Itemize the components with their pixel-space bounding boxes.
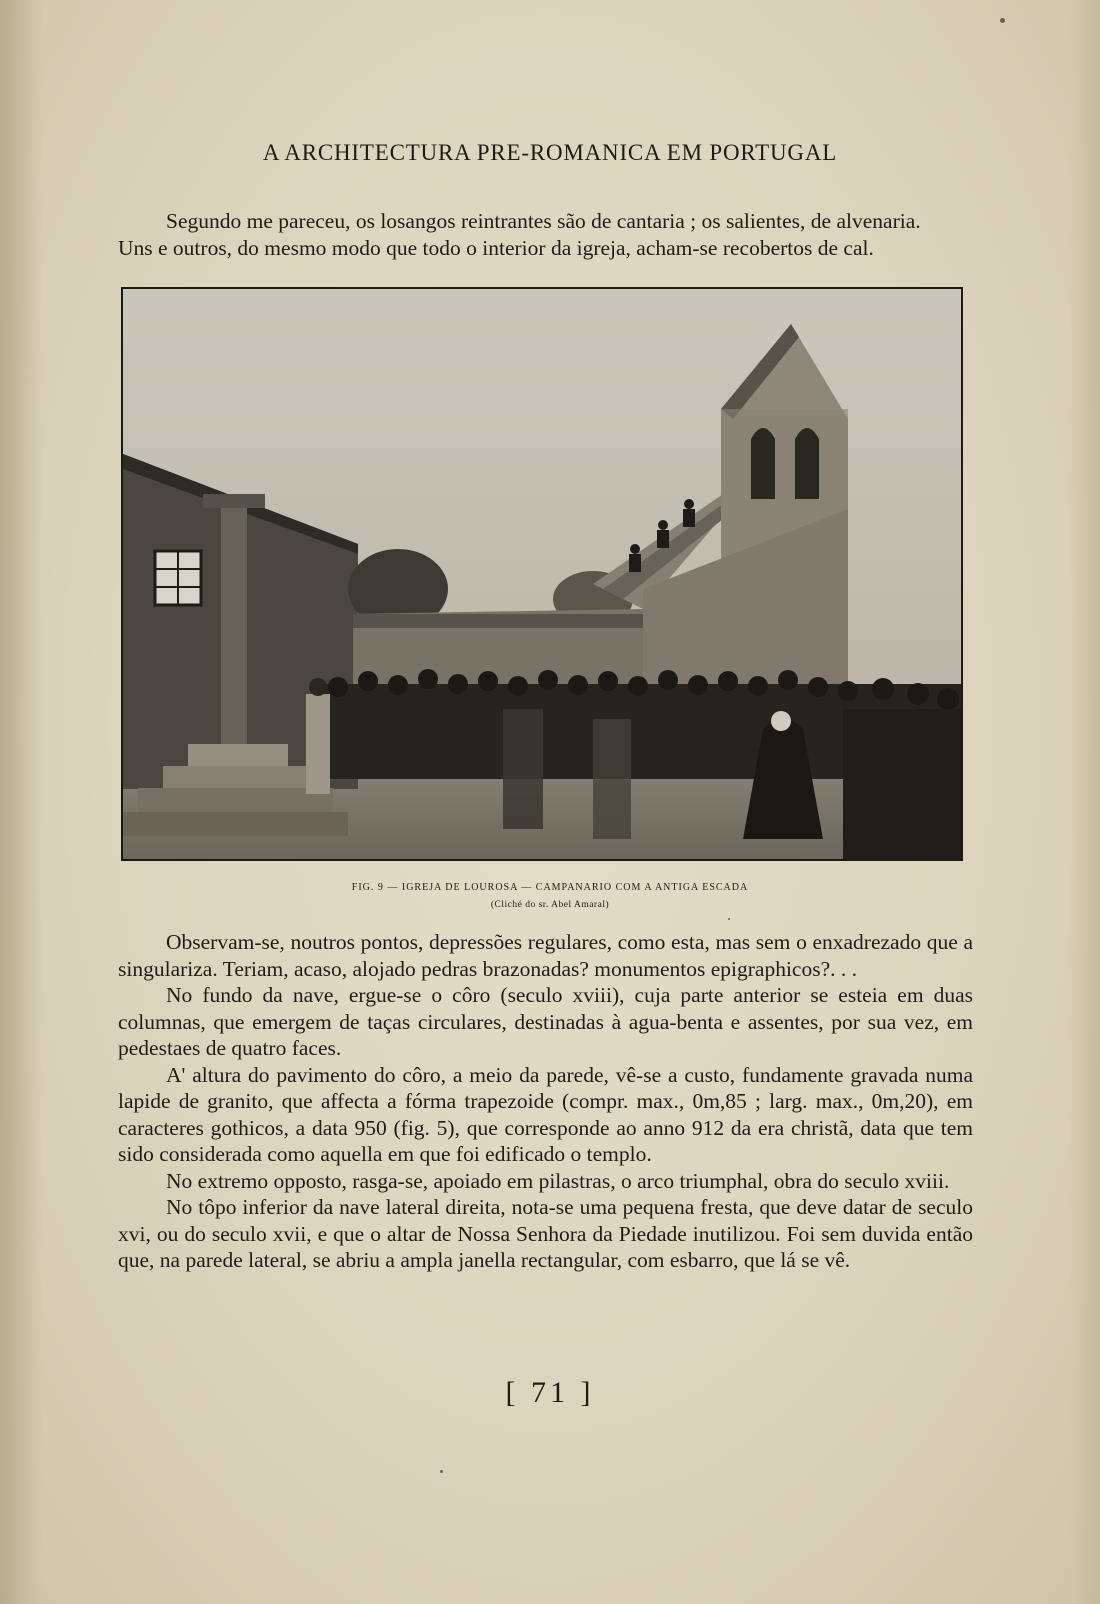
figure-caption: FIG. 9 — IGREJA DE LOUROSA — CAMPANARIO COM A ANTIGA ESCADA [351,882,749,893]
paragraph: Observam-se, noutros pontos, depressões regulares, como esta, mas sem o enxadrezado que a singulariza. Teriam, acaso, alojado pedras brazonadas? monumentos epigraphicos?. . . [118,930,973,981]
figure-credit: (Cliché do sr. Abel Amaral) [490,900,610,910]
running-header: A ARCHITECTURA PRE-ROMANICA EM PORTUGAL [262,140,838,165]
church-photograph [121,287,963,861]
paragraph: No tôpo inferior da nave lateral direita, nota-se uma pequena fresta, que deve datar de seculo xvi, ou do seculo xvii, e que o altar de Nossa Senhora da Piedade inutilizou. Foi sem duvida então que, na parede lateral, se abriu a ampla janella rectangular, com esbarro, que lá se vê. [118,1195,973,1272]
intro-text [118,208,973,261]
paper-speck [440,1470,443,1473]
paper-speck [728,918,730,920]
intro-line-2: Uns e outros, do mesmo modo que todo o interior da igreja, acham-se recobertos de cal. [118,235,874,260]
page-number: [ 71 ] [505,1376,595,1409]
paragraph: A' altura do pavimento do côro, a meio da parede, vê-se a custo, fundamente gravada numa lapide de granito, que affecta a fórma trapezoide (compr. max., 0m,85 ; larg. max., 0m,20), em caracteres gothicos, a data 950 (fig. 5), que corresponde ao anno 912 da era christã, data que tem sido considerada como aquella em que foi edificado o templo. [118,1062,973,1166]
paper-speck [1000,18,1005,23]
intro-line-1: Segundo me pareceu, os losangos reintrantes são de cantaria ; os salientes, de alvenaria. [166,209,921,233]
paragraph: No fundo da nave, ergue-se o côro (seculo xviii), cuja parte anterior se esteia em duas columnas, que emergem de taças circulares, destinadas à agua-benta e assentes, por sua vez, em pedestaes de quatro faces. [118,983,973,1060]
body-text [118,929,973,1274]
paragraph: No extremo opposto, rasga-se, apoiado em pilastras, o arco triumphal, obra do seculo xviii. [166,1168,950,1193]
